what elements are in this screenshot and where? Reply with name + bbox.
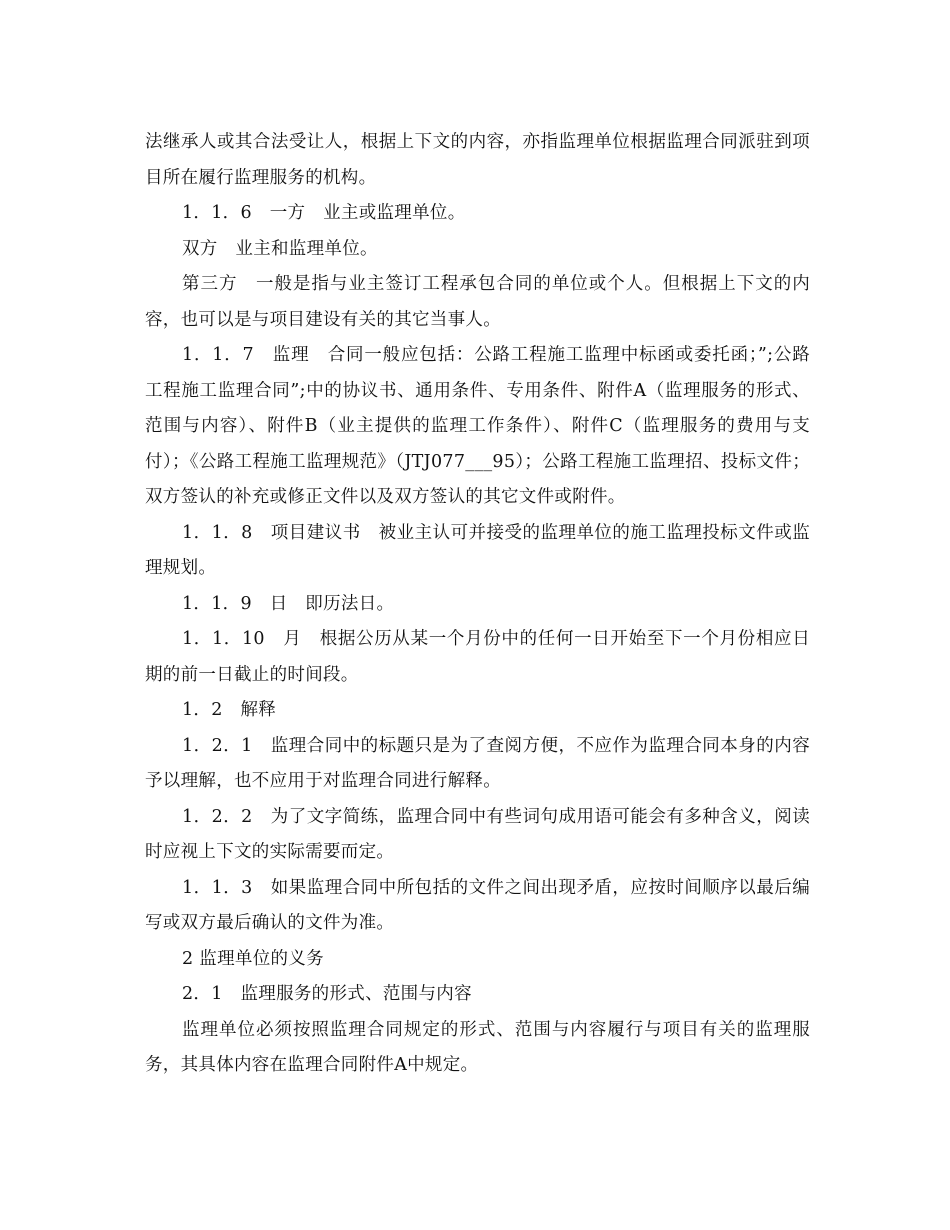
paragraph-clause-1-2-1: 1．2．1 监理合同中的标题只是为了查阅方便，不应作为监理合同本身的内容予以理解，也不应用于对监理合同进行解释。 — [145, 735, 810, 791]
paragraph-clause-1-1-7: 1．1．7 监理 合同一般应包括：公路工程施工监理中标函或委托函；”;公路工程施工监理合同”;中的协议书、通用条件、专用条件、附件A（监理服务的形式、范围与内容）、附件B（业主提供的监理工作条件）、附件C（监理服务的费用与支付）；《公路工程施工监理规范》（JTJ077___95）；公路工程施工监理招、投标文件；双方签认的补充或修正文件以及双方签认的其它文件或附件。 — [145, 345, 810, 507]
paragraph-supervision-scope: 监理单位必须按照监理合同规定的形式、范围与内容履行与项目有关的监理服务，其具体内容在监理合同附件A中规定。 — [145, 1019, 810, 1075]
paragraph-continuation: 法继承人或其合法受让人，根据上下文的内容，亦指监理单位根据监理合同派驻到项目所在履行监理服务的机构。 — [145, 132, 810, 188]
document-body — [145, 125, 810, 1084]
paragraph-third-party: 第三方 一般是指与业主签订工程承包合同的单位或个人。但根据上下文的内容，也可以是与项目建设有关的其它当事人。 — [145, 274, 810, 330]
paragraph-clause-1-1-3: 1．1．3 如果监理合同中所包括的文件之间出现矛盾，应按时间顺序以最后编写或双方最后确认的文件为准。 — [145, 877, 810, 933]
paragraph-clause-1-2-2: 1．2．2 为了文字简练，监理合同中有些词句成用语可能会有多种含义，阅读时应视上下文的实际需要而定。 — [145, 806, 810, 862]
paragraph-clause-1-1-8: 1．1．8 项目建议书 被业主认可并接受的监理单位的施工监理投标文件或监理规划。 — [145, 522, 810, 578]
section-heading-2-1: 2．1 监理服务的形式、范围与内容 — [182, 984, 472, 1004]
paragraph-both-parties: 双方 业主和监理单位。 — [182, 238, 378, 259]
paragraph-clause-1-1-10: 1．1．10 月 根据公历从某一个月份中的任何一日开始至下一个月份相应日期的前一日截止的时间段。 — [145, 629, 810, 685]
paragraph-clause-1-1-9: 1．1．9 日 即历法日。 — [182, 593, 395, 614]
paragraph-clause-1-1-6: 1．1．6 一方 业主或监理单位。 — [182, 203, 466, 223]
section-heading-1-2: 1．2 解释 — [182, 700, 277, 720]
section-heading-2: 2 监理单位的义务 — [182, 948, 324, 969]
